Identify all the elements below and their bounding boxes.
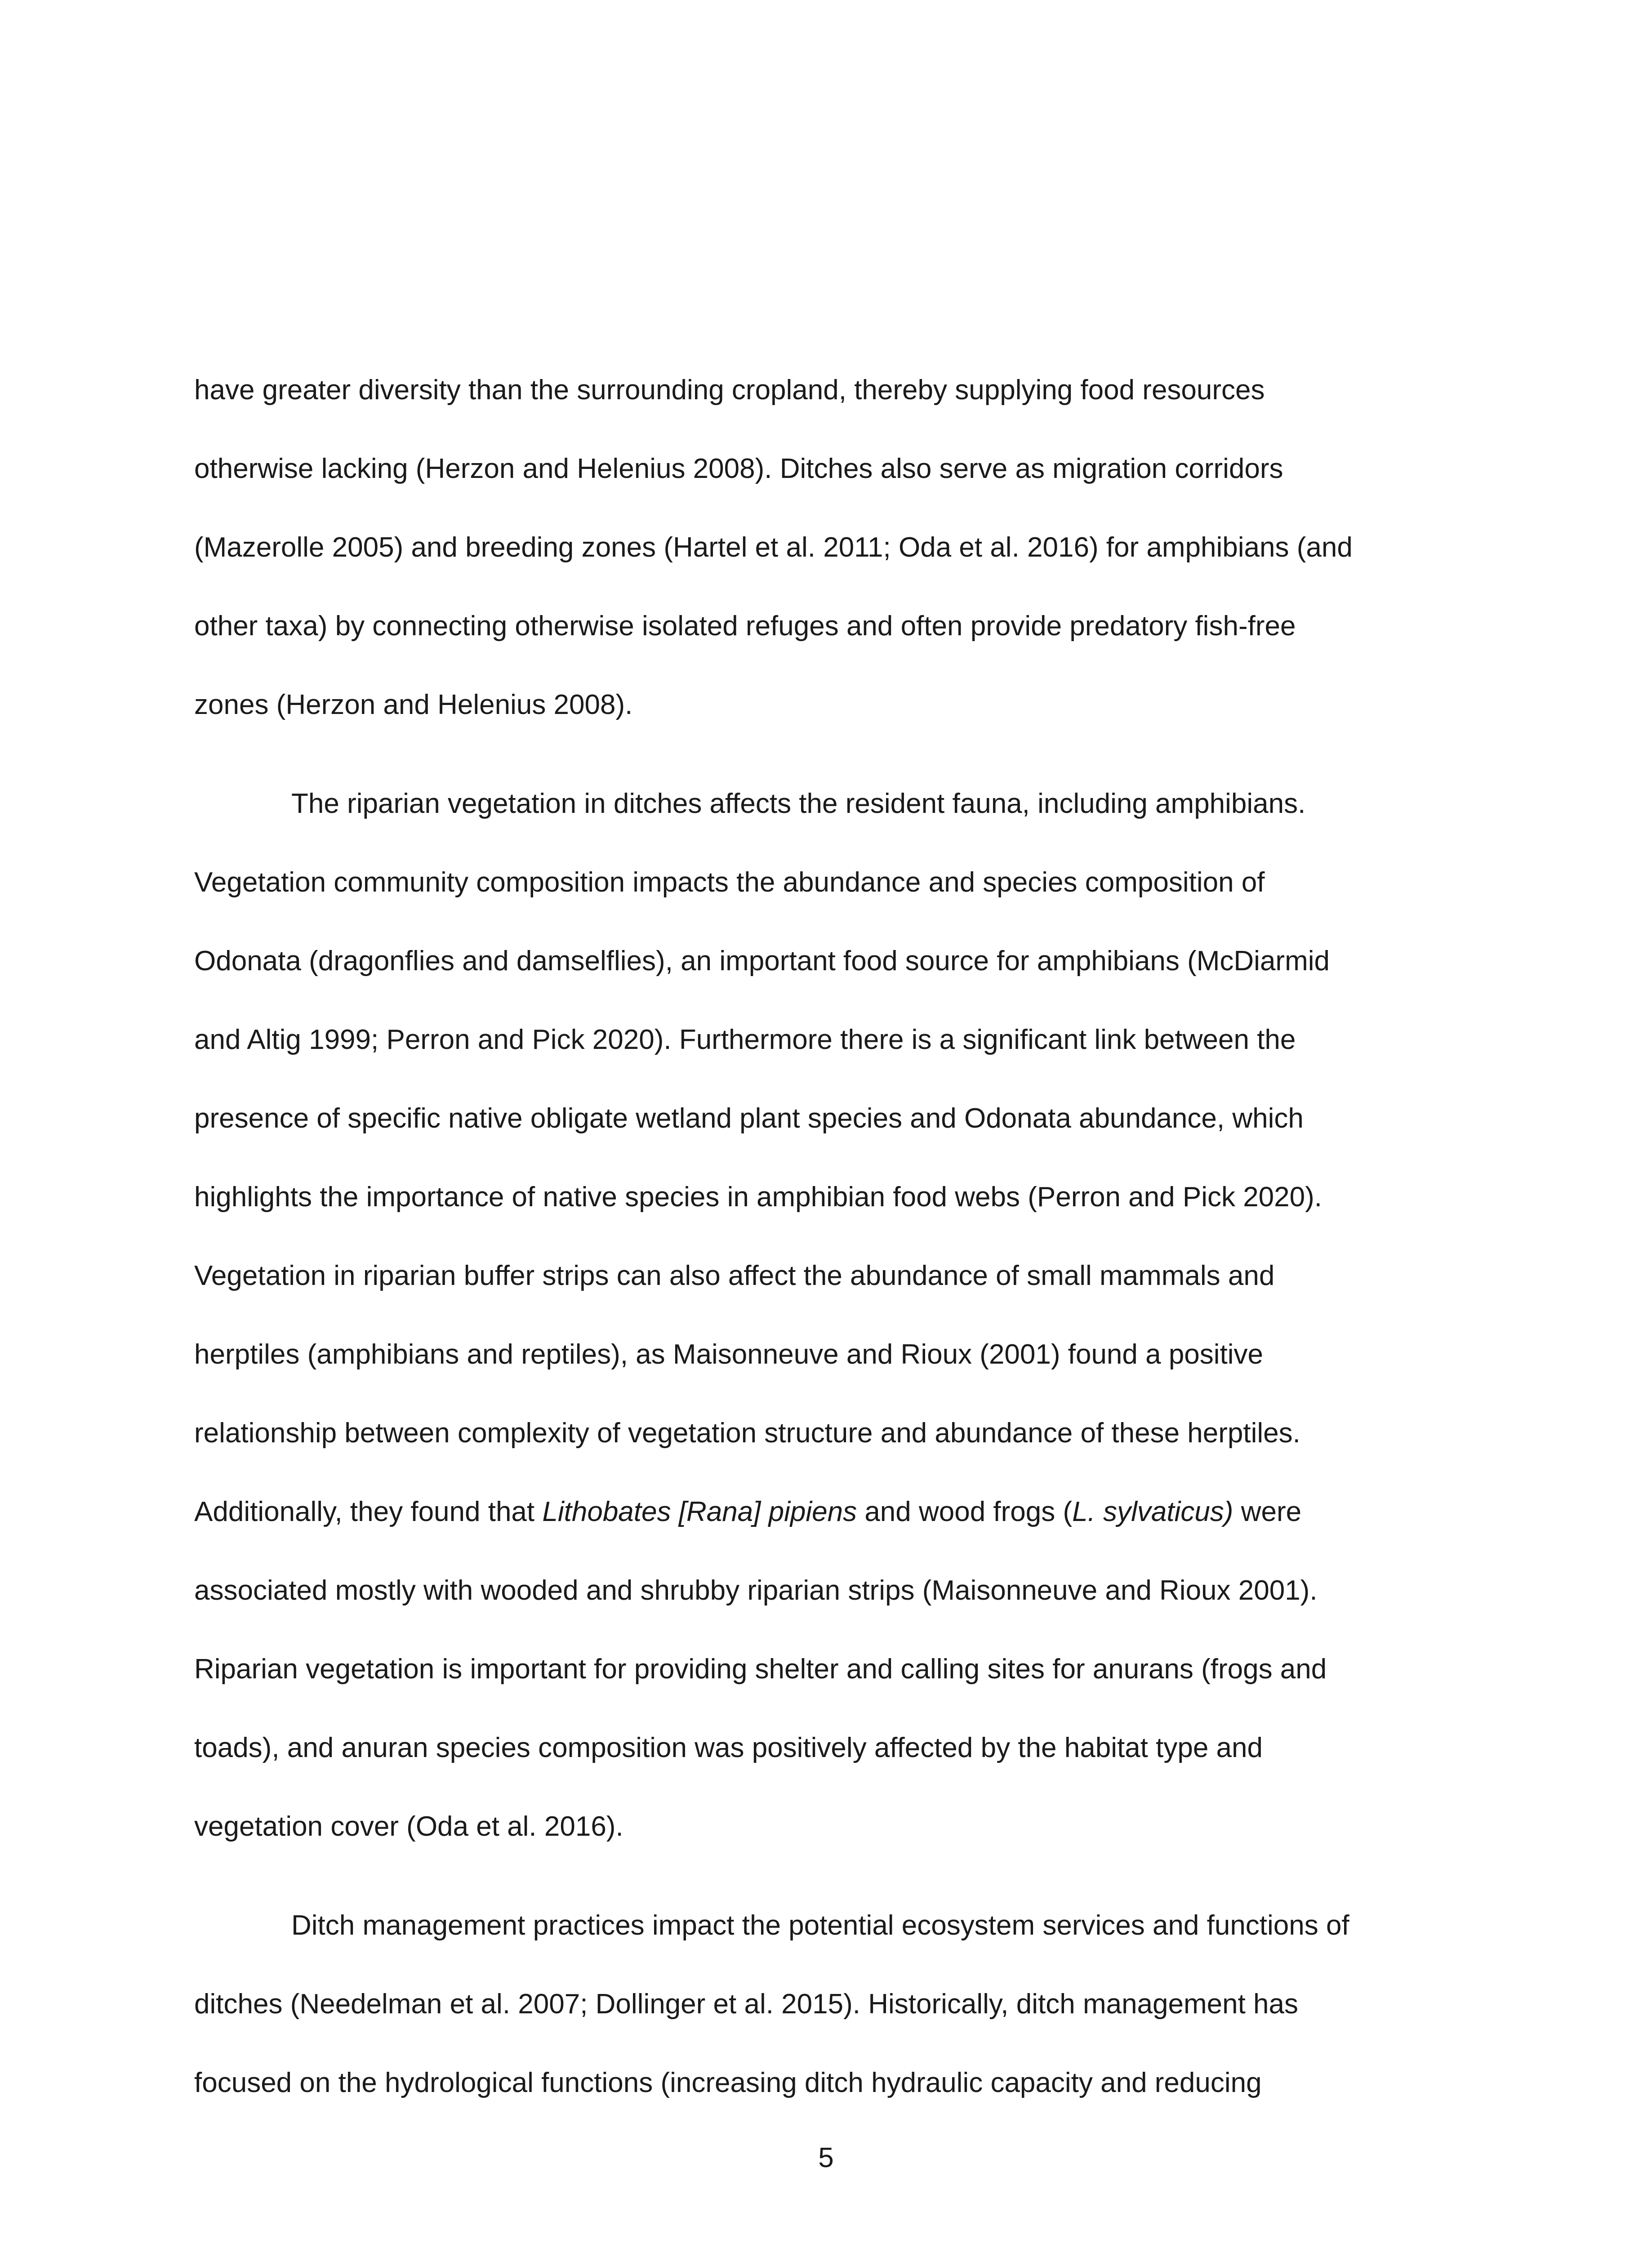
text-line: ditches (Needelman et al. 2007; Dollinger et al. 2015). Historically, ditch management has [194, 1989, 1299, 2020]
text-segment: Additionally, they found that [194, 1496, 543, 1527]
text-segment: were [1233, 1496, 1302, 1527]
text-line-with-italics [194, 1494, 1301, 1530]
text-line: associated mostly with wooded and shrubby riparian strips (Maisonneuve and Rioux 2001). [194, 1575, 1318, 1606]
text-line: Riparian vegetation is important for providing shelter and calling sites for anurans (frogs and [194, 1654, 1327, 1685]
text-line: Ditch management practices impact the potential ecosystem services and functions of [291, 1910, 1349, 1941]
text-line: other taxa) by connecting otherwise isolated refuges and often provide predatory fish-free [194, 611, 1296, 642]
page-number: 5 [818, 2142, 834, 2173]
text-line: relationship between complexity of vegetation structure and abundance of these herptiles. [194, 1418, 1300, 1449]
text-line: Vegetation community composition impacts the abundance and species composition of [194, 867, 1265, 898]
text-line: zones (Herzon and Helenius 2008). [194, 689, 633, 720]
text-line: have greater diversity than the surrounding cropland, thereby supplying food resources [194, 375, 1265, 406]
text-line: herptiles (amphibians and reptiles), as Maisonneuve and Rioux (2001) found a positive [194, 1339, 1264, 1370]
text-line: (Mazerolle 2005) and breeding zones (Hartel et al. 2011; Oda et al. 2016) for amphibians (and [194, 532, 1353, 563]
text-line: vegetation cover (Oda et al. 2016). [194, 1811, 623, 1842]
text-line: toads), and anuran species composition was positively affected by the habitat type and [194, 1732, 1263, 1763]
text-line: focused on the hydrological functions (increasing ditch hydraulic capacity and reducing [194, 2067, 1262, 2098]
species-name-italic: Lithobates [Rana] pipiens [542, 1496, 857, 1527]
text-line: The riparian vegetation in ditches affects the resident fauna, including amphibians. [291, 788, 1306, 819]
text-line: Odonata (dragonflies and damselflies), an important food source for amphibians (McDiarmid [194, 946, 1330, 977]
text-line: and Altig 1999; Perron and Pick 2020). Furthermore there is a significant link between the [194, 1024, 1296, 1055]
text-segment: and wood frogs ( [857, 1496, 1073, 1527]
species-name-italic: L. sylvaticus) [1072, 1496, 1233, 1527]
text-line: presence of specific native obligate wetland plant species and Odonata abundance, which [194, 1103, 1304, 1134]
text-line: otherwise lacking (Herzon and Helenius 2008). Ditches also serve as migration corridors [194, 453, 1283, 484]
text-line: Vegetation in riparian buffer strips can also affect the abundance of small mammals and [194, 1260, 1275, 1291]
text-line: highlights the importance of native species in amphibian food webs (Perron and Pick 2020). [194, 1182, 1322, 1213]
